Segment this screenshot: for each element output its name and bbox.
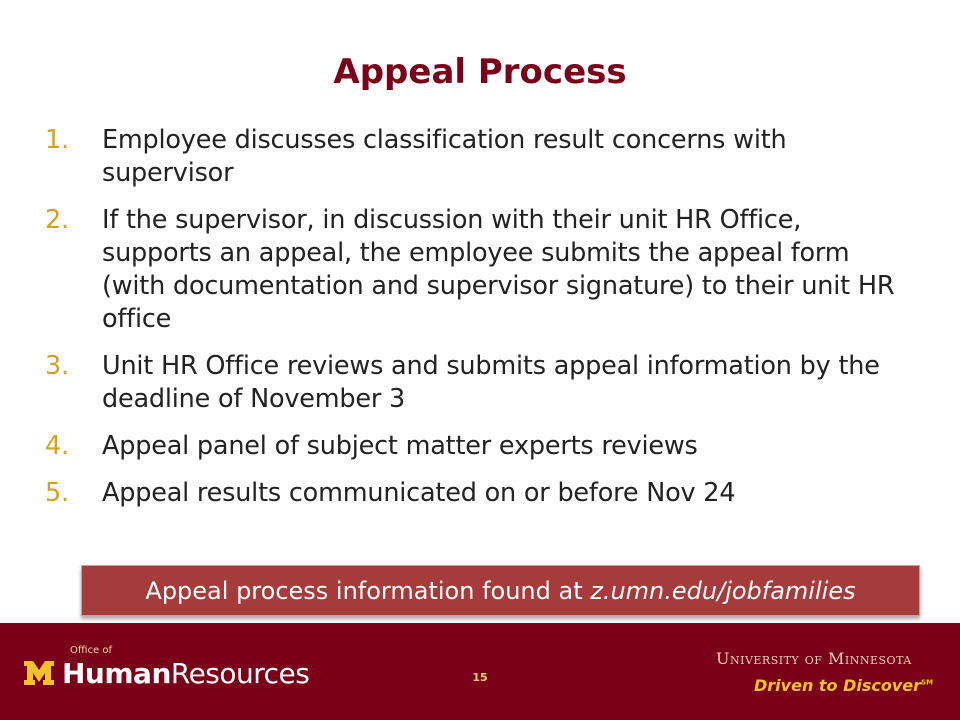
- hr-regular-text: Resources: [170, 656, 310, 690]
- service-mark: SM: [921, 678, 934, 687]
- university-m-logo-icon: [24, 661, 54, 685]
- step-text: Appeal panel of subject matter experts reviews: [102, 431, 698, 461]
- appeal-steps-list: [45, 124, 905, 524]
- umn-wordmark: [716, 649, 936, 695]
- step-text: Unit HR Office reviews and submits appeal information by the deadline of November 3: [102, 351, 880, 414]
- hr-bold-text: Human: [62, 656, 171, 690]
- hr-wordmark: [62, 644, 310, 690]
- list-item: [45, 350, 905, 416]
- step-number: 3.: [45, 351, 69, 381]
- list-item: [45, 477, 905, 510]
- step-number: 5.: [45, 478, 69, 508]
- slide-title: Appeal Process: [333, 52, 627, 92]
- office-of-label: Office of: [70, 644, 113, 656]
- list-item: [45, 204, 905, 336]
- page-number: 15: [472, 671, 488, 684]
- step-text: If the supervisor, in discussion with their unit HR Office, supports an appeal, the employee submits the appeal form (with documentation and supervisor signature) to their unit HR office: [102, 205, 895, 334]
- footer-bar: [0, 623, 960, 720]
- step-text: Employee discusses classification result concerns with supervisor: [102, 125, 787, 188]
- callout-label: Appeal process information found at: [145, 576, 591, 605]
- step-number: 4.: [45, 431, 69, 461]
- step-text: Appeal results communicated on or before Nov 24: [102, 478, 736, 508]
- step-number: 1.: [45, 125, 69, 155]
- list-item: [45, 124, 905, 190]
- tagline: [754, 676, 936, 695]
- list-item: [45, 430, 905, 463]
- office-of-human-resources-logo: [24, 644, 310, 693]
- info-callout-banner: [81, 565, 920, 616]
- callout-link[interactable]: z.umn.edu/jobfamilies: [590, 576, 856, 605]
- callout-text: [145, 577, 855, 605]
- university-name: University of Minnesota: [716, 649, 912, 668]
- step-number: 2.: [45, 205, 69, 235]
- tagline-text: Driven to Discover: [754, 676, 922, 695]
